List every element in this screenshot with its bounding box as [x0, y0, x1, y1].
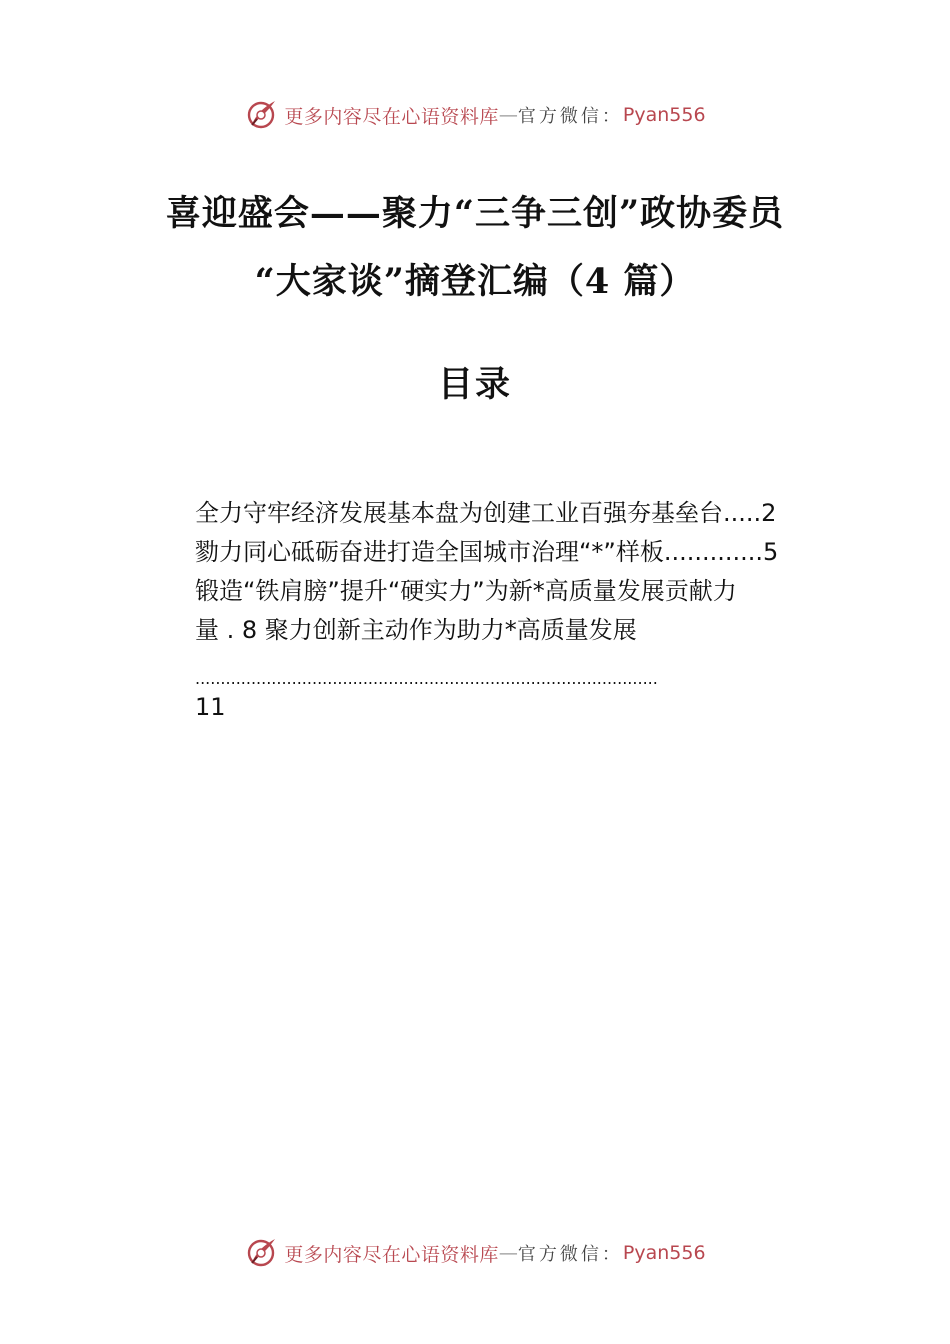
wechat-id: Pyan556: [622, 104, 706, 126]
toc-entry[interactable]: 全力守牢经济发展基本盘为创建工业百强夯基垒台.....2: [195, 499, 777, 527]
toc-heading: 目录: [437, 364, 512, 405]
quill-logo-icon: [244, 1236, 278, 1270]
toc-entry[interactable]: 量 . 8 聚力创新主动作为助力*高质量发展: [195, 616, 637, 644]
wechat-label: 官方微信：: [517, 106, 623, 127]
toc-leader-dots: ...........................................................................................: [195, 669, 658, 688]
table-of-contents: [195, 494, 835, 724]
quill-logo-icon: [244, 98, 278, 132]
toc-entry[interactable]: 勠力同心砥砺奋进打造全国城市治理“*”样板.............5: [195, 538, 779, 566]
document-title-line-1: 喜迎盛会——聚力“三争三创”政协委员: [165, 193, 785, 234]
toc-entry[interactable]: 锻造“铁肩膀”提升“硬实力”为新*高质量发展贡献力: [195, 577, 737, 605]
wechat-id: Pyan556: [622, 1242, 706, 1264]
banner-text: 更多内容尽在心语资料库: [284, 1243, 499, 1266]
wechat-label: 官方微信：: [517, 1244, 623, 1265]
banner-text: 更多内容尽在心语资料库: [284, 105, 499, 128]
footer-banner: [0, 1233, 950, 1273]
banner-separator: —: [498, 104, 518, 126]
header-banner: [0, 95, 950, 135]
document-title-line-2: “大家谈”摘登汇编（4 篇）: [254, 261, 696, 302]
banner-separator: —: [498, 1242, 518, 1264]
toc-page-number: 11: [195, 693, 226, 721]
